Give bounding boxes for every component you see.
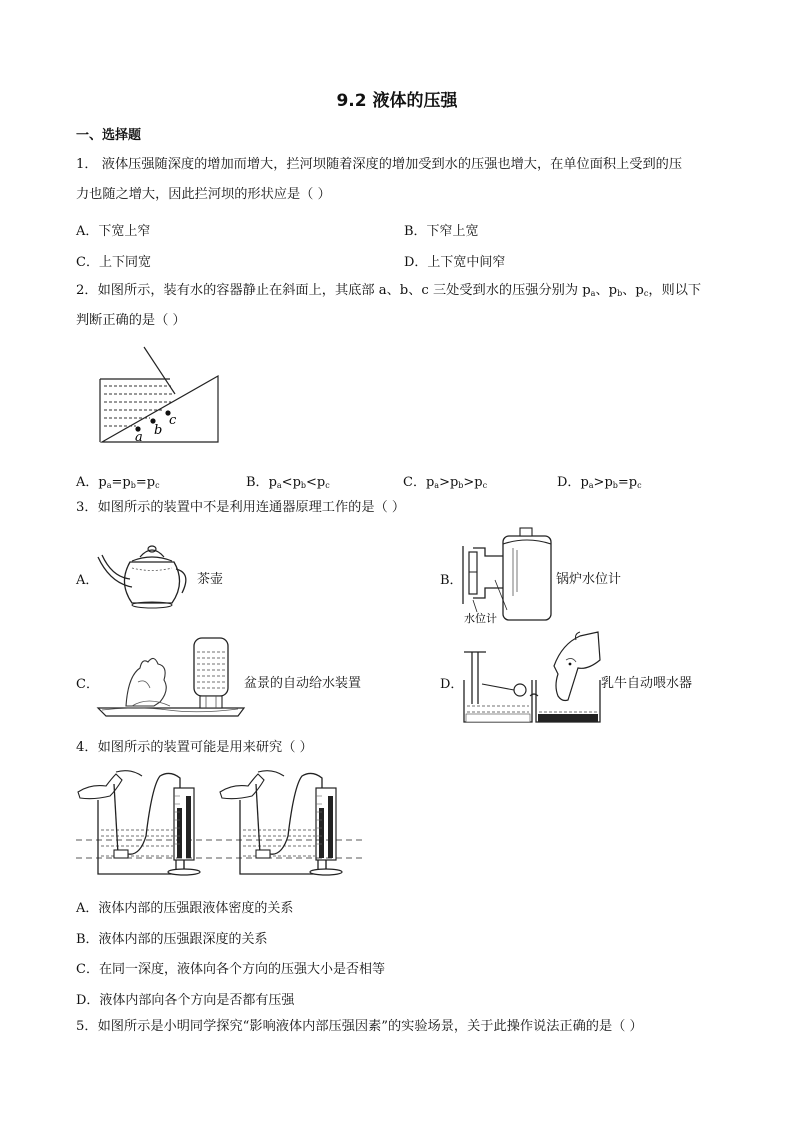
q3-option-d-letter[interactable]: D．: [440, 677, 464, 692]
q2-stem-line2: 判断正确的是（ ）: [76, 313, 186, 328]
q1-option-c[interactable]: C．上下同宽: [76, 255, 151, 270]
q4-option-b[interactable]: B．液体内部的压强跟深度的关系: [76, 932, 268, 947]
q4-fig-setup-left: [78, 771, 200, 875]
q3-caption-d: 乳牛自动喂水器: [601, 676, 693, 691]
q4-option-a[interactable]: A．液体内部的压强跟液体密度的关系: [76, 901, 294, 916]
q1-stem-line1: 1． 液体压强随深度的增加而增大，拦河坝随着深度的增加受到水的压强也增大，在单位面积上受到的压: [76, 157, 683, 172]
q3-fig-label-gauge: 水位计: [464, 612, 497, 625]
q2-figure-container-on-slope: [74, 342, 234, 457]
q4-option-c[interactable]: C．在同一深度，液体向各个方向的压强大小是否相等: [76, 962, 385, 977]
page-title: 9.2 液体的压强: [336, 91, 458, 111]
q4-fig-setup-right: [220, 771, 342, 875]
q4-figure-pressure-gauge-apparatus: [76, 766, 366, 880]
q3-option-a-letter[interactable]: A．: [76, 573, 99, 588]
q4-stem: 4．如图所示的装置可能是用来研究（ ）: [76, 740, 313, 755]
q3-option-c-letter[interactable]: C．: [76, 677, 99, 692]
q1-option-d[interactable]: D．上下宽中间窄: [404, 255, 506, 270]
q1-option-b[interactable]: B．下窄上宽: [404, 224, 479, 239]
q2-stem-line1: 2．如图所示，装有水的容器静止在斜面上，其底部 a、b、c 三处受到水的压强分别为 $p_a$、$p_b$、$p_c$，则以下: [76, 283, 702, 298]
q3-stem: 3．如图所示的装置中不是利用连通器原理工作的是（ ）: [76, 500, 406, 515]
section-heading: 一、选择题: [76, 128, 142, 143]
q2-option-c[interactable]: C．$p_a>p_b>p_c$: [403, 475, 488, 490]
q3-fig-boiler-gauge: [455, 526, 555, 626]
q3-caption-c: 盆景的自动给水装置: [244, 676, 362, 691]
q2-fig-label-c: c: [169, 413, 177, 428]
q2-option-d[interactable]: D．$p_a>p_b=p_c$: [557, 475, 642, 490]
q3-caption-b: 锅炉水位计: [556, 572, 622, 587]
q4-option-d[interactable]: D．液体内部向各个方向是否都有压强: [76, 993, 295, 1008]
q2-fig-label-b: b: [154, 423, 163, 438]
q1-option-a[interactable]: A．下宽上窄: [76, 224, 151, 239]
q3-fig-plant-watering: [98, 636, 248, 722]
q2-option-a[interactable]: A．$p_a=p_b=p_c$: [76, 475, 160, 490]
q2-option-b[interactable]: B．$p_a<p_b<p_c$: [246, 475, 330, 490]
q3-option-b-letter[interactable]: B．: [440, 573, 463, 588]
q1-stem-line2: 力也随之增大，因此拦河坝的形状应是（ ）: [76, 187, 331, 202]
q3-fig-teapot: [96, 535, 196, 615]
q2-fig-label-a: a: [135, 430, 143, 445]
q5-stem: 5．如图所示是小明同学探究“影响液体内部压强因素”的实验场景，关于此操作说法正确的是（ ）: [76, 1019, 643, 1034]
q3-fig-cow-waterer: [458, 630, 604, 728]
q3-caption-a: 茶壶: [197, 572, 224, 587]
